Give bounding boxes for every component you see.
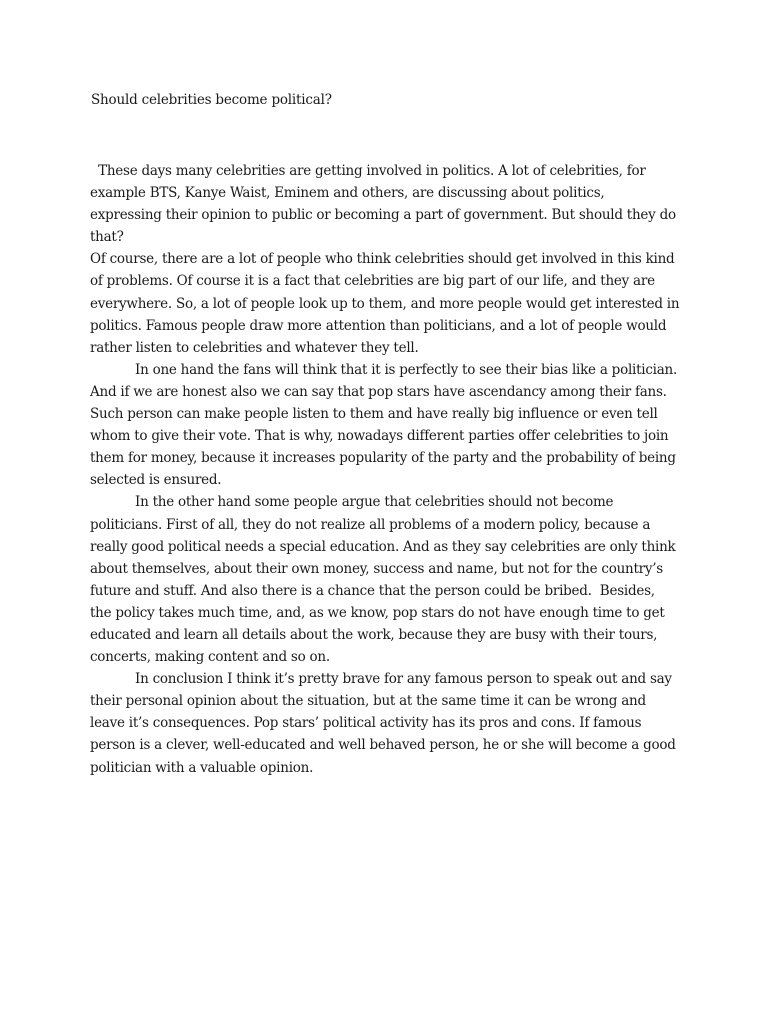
paragraph-conclusion: In conclusion I think it’s pretty brave for any famous person to speak out and say their personal opinion about the situation, but at the same time it can be wrong and leave it’s consequences. Pop stars’ political activity has its pros and cons. If famous person is a clever, well-educated and well behaved person, he or she will become a good politician with a valuable opinion. [90, 671, 680, 776]
paragraph-other-hand: In the other hand some people argue that celebrities should not become politicians. First of all, they do not realize all problems of a modern policy, because a really good political needs a special education. And as they say celebrities are only think about themselves, about their own money, success and name, but not for the country’s future and stuff. And also there is a chance that the person could be bribed. Besides, the policy takes much time, and, as we know, pop stars do not have enough time to get educated and learn all details about the work, because they are busy with their tours, concerts, making content and so on. [90, 494, 680, 666]
paragraph-one-hand: In one hand the fans will think that it is perfectly to see their bias like a politician. And if we are honest also we can say that pop stars have ascendancy among their fans. Such person can make people listen to them and have really big influence or even tell whom to give their vote. That is why, nowadays different parties offer celebrities to join them for money, because it increases popularity of the party and the probability of being selected is ensured. [90, 361, 682, 489]
document-title: Should celebrities become political? [91, 92, 332, 108]
paragraph-supporters: Of course, there are a lot of people who think celebrities should get involved in this kind of problems. Of course it is a fact that celebrities are big part of our life, and they are everywhere. So, a lot of people look up to them, and more people would get interested in politics. Famous people draw more attention than politicians, and a lot of people would rather listen to celebrities and whatever they tell. [90, 251, 684, 356]
document-body [90, 160, 684, 779]
paragraph-intro: These days many celebrities are getting involved in politics. A lot of celebrities, for example BTS, Kanye Waist, Eminem and others, are discussing about politics, expressing their opinion to public or becoming a part of government. But should they do that? [90, 163, 680, 246]
